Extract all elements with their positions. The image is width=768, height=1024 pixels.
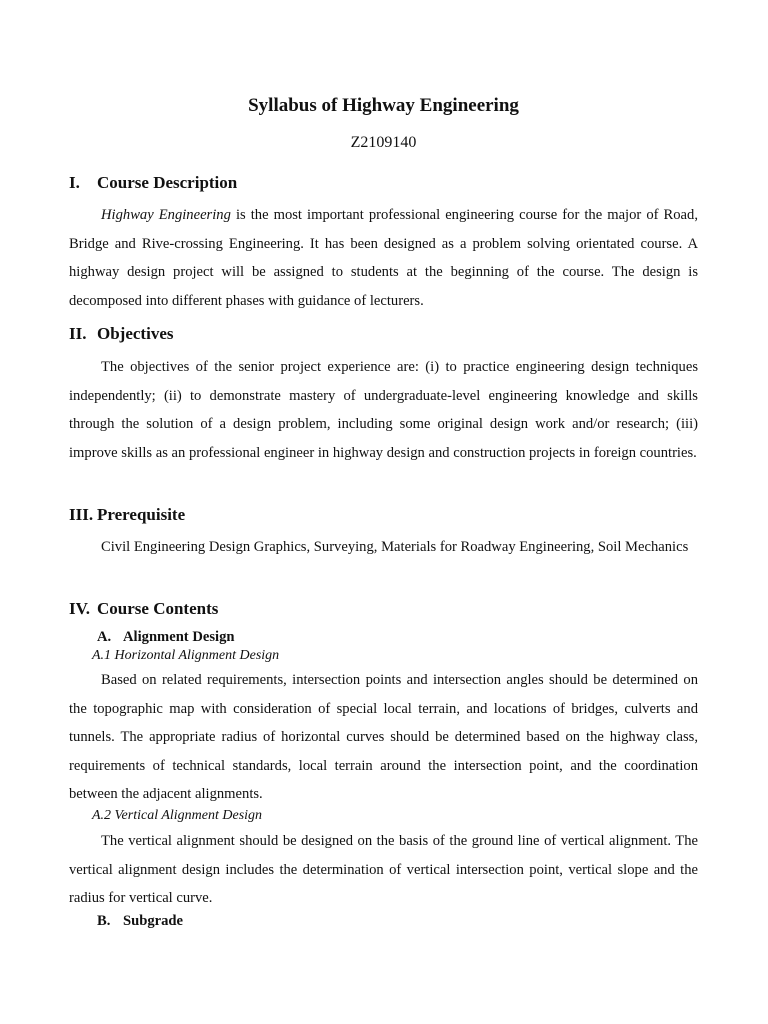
section-title: Course Description (97, 173, 238, 192)
subsection-title: Alignment Design (123, 629, 235, 645)
paragraph-course-description (69, 201, 698, 315)
section-heading-course-description (69, 173, 237, 193)
subsubsection-heading-horizontal-alignment: A.1 Horizontal Alignment Design (92, 648, 280, 663)
subsection-number: B. (97, 913, 111, 929)
section-title: Course Contents (97, 599, 219, 618)
section-title: Objectives (97, 324, 174, 343)
subsection-title: Subgrade (123, 913, 184, 929)
paragraph-prerequisite: Civil Engineering Design Graphics, Surveying, Materials for Roadway Engineering, Soil Mechanics (101, 539, 689, 555)
section-heading-objectives (69, 324, 173, 344)
section-number: I. (69, 173, 80, 192)
document-title: Syllabus of Highway Engineering (248, 95, 519, 116)
paragraph-horizontal-alignment: Based on related requirements, intersection points and intersection angles should be determined on the topographic map with consideration of special local terrain, and locations of bridges, culverts and tunnels. The appropriate radius of horizontal curves should be determined based on the highway class, requirements of technical standards, local terrain around the intersection point, and the coordination between the adjacent alignments. (69, 672, 698, 803)
section-number: II. (69, 324, 87, 343)
section-number: IV. (69, 599, 90, 618)
section-heading-prerequisite (69, 505, 185, 525)
section-heading-course-contents (69, 599, 218, 619)
subsection-number: A. (97, 629, 112, 645)
course-name-italic: Highway Engineering (101, 207, 231, 223)
subsection-heading-subgrade (97, 913, 183, 930)
paragraph-text: is the most important professional engineering course for the major of Road, Bridge and Rive-crossing Engineering. It has been designed as a problem solving orientated course. A highway design project will be assigned to students at the beginning of the course. The design is decomposed into different phases with guidance of lecturers. (69, 207, 698, 309)
paragraph-vertical-alignment: The vertical alignment should be designed on the basis of the ground line of vertical alignment. The vertical alignment design includes the determination of vertical intersection point, vertical slope and the radius for vertical curve. (69, 833, 698, 907)
section-number: III. (69, 505, 94, 524)
course-code: Z2109140 (350, 134, 417, 151)
section-title: Prerequisite (97, 505, 186, 524)
subsubsection-heading-vertical-alignment: A.2 Vertical Alignment Design (92, 808, 263, 823)
subsection-heading-alignment-design (97, 629, 234, 646)
paragraph-objectives: The objectives of the senior project experience are: (i) to practice engineering design techniques independently; (ii) to demonstrate mastery of undergraduate-level engineering knowledge and skills through the solution of a design problem, including some original design work and/or research; (iii) improve skills as an professional engineer in highway design and construction projects in foreign countries. (69, 359, 698, 461)
